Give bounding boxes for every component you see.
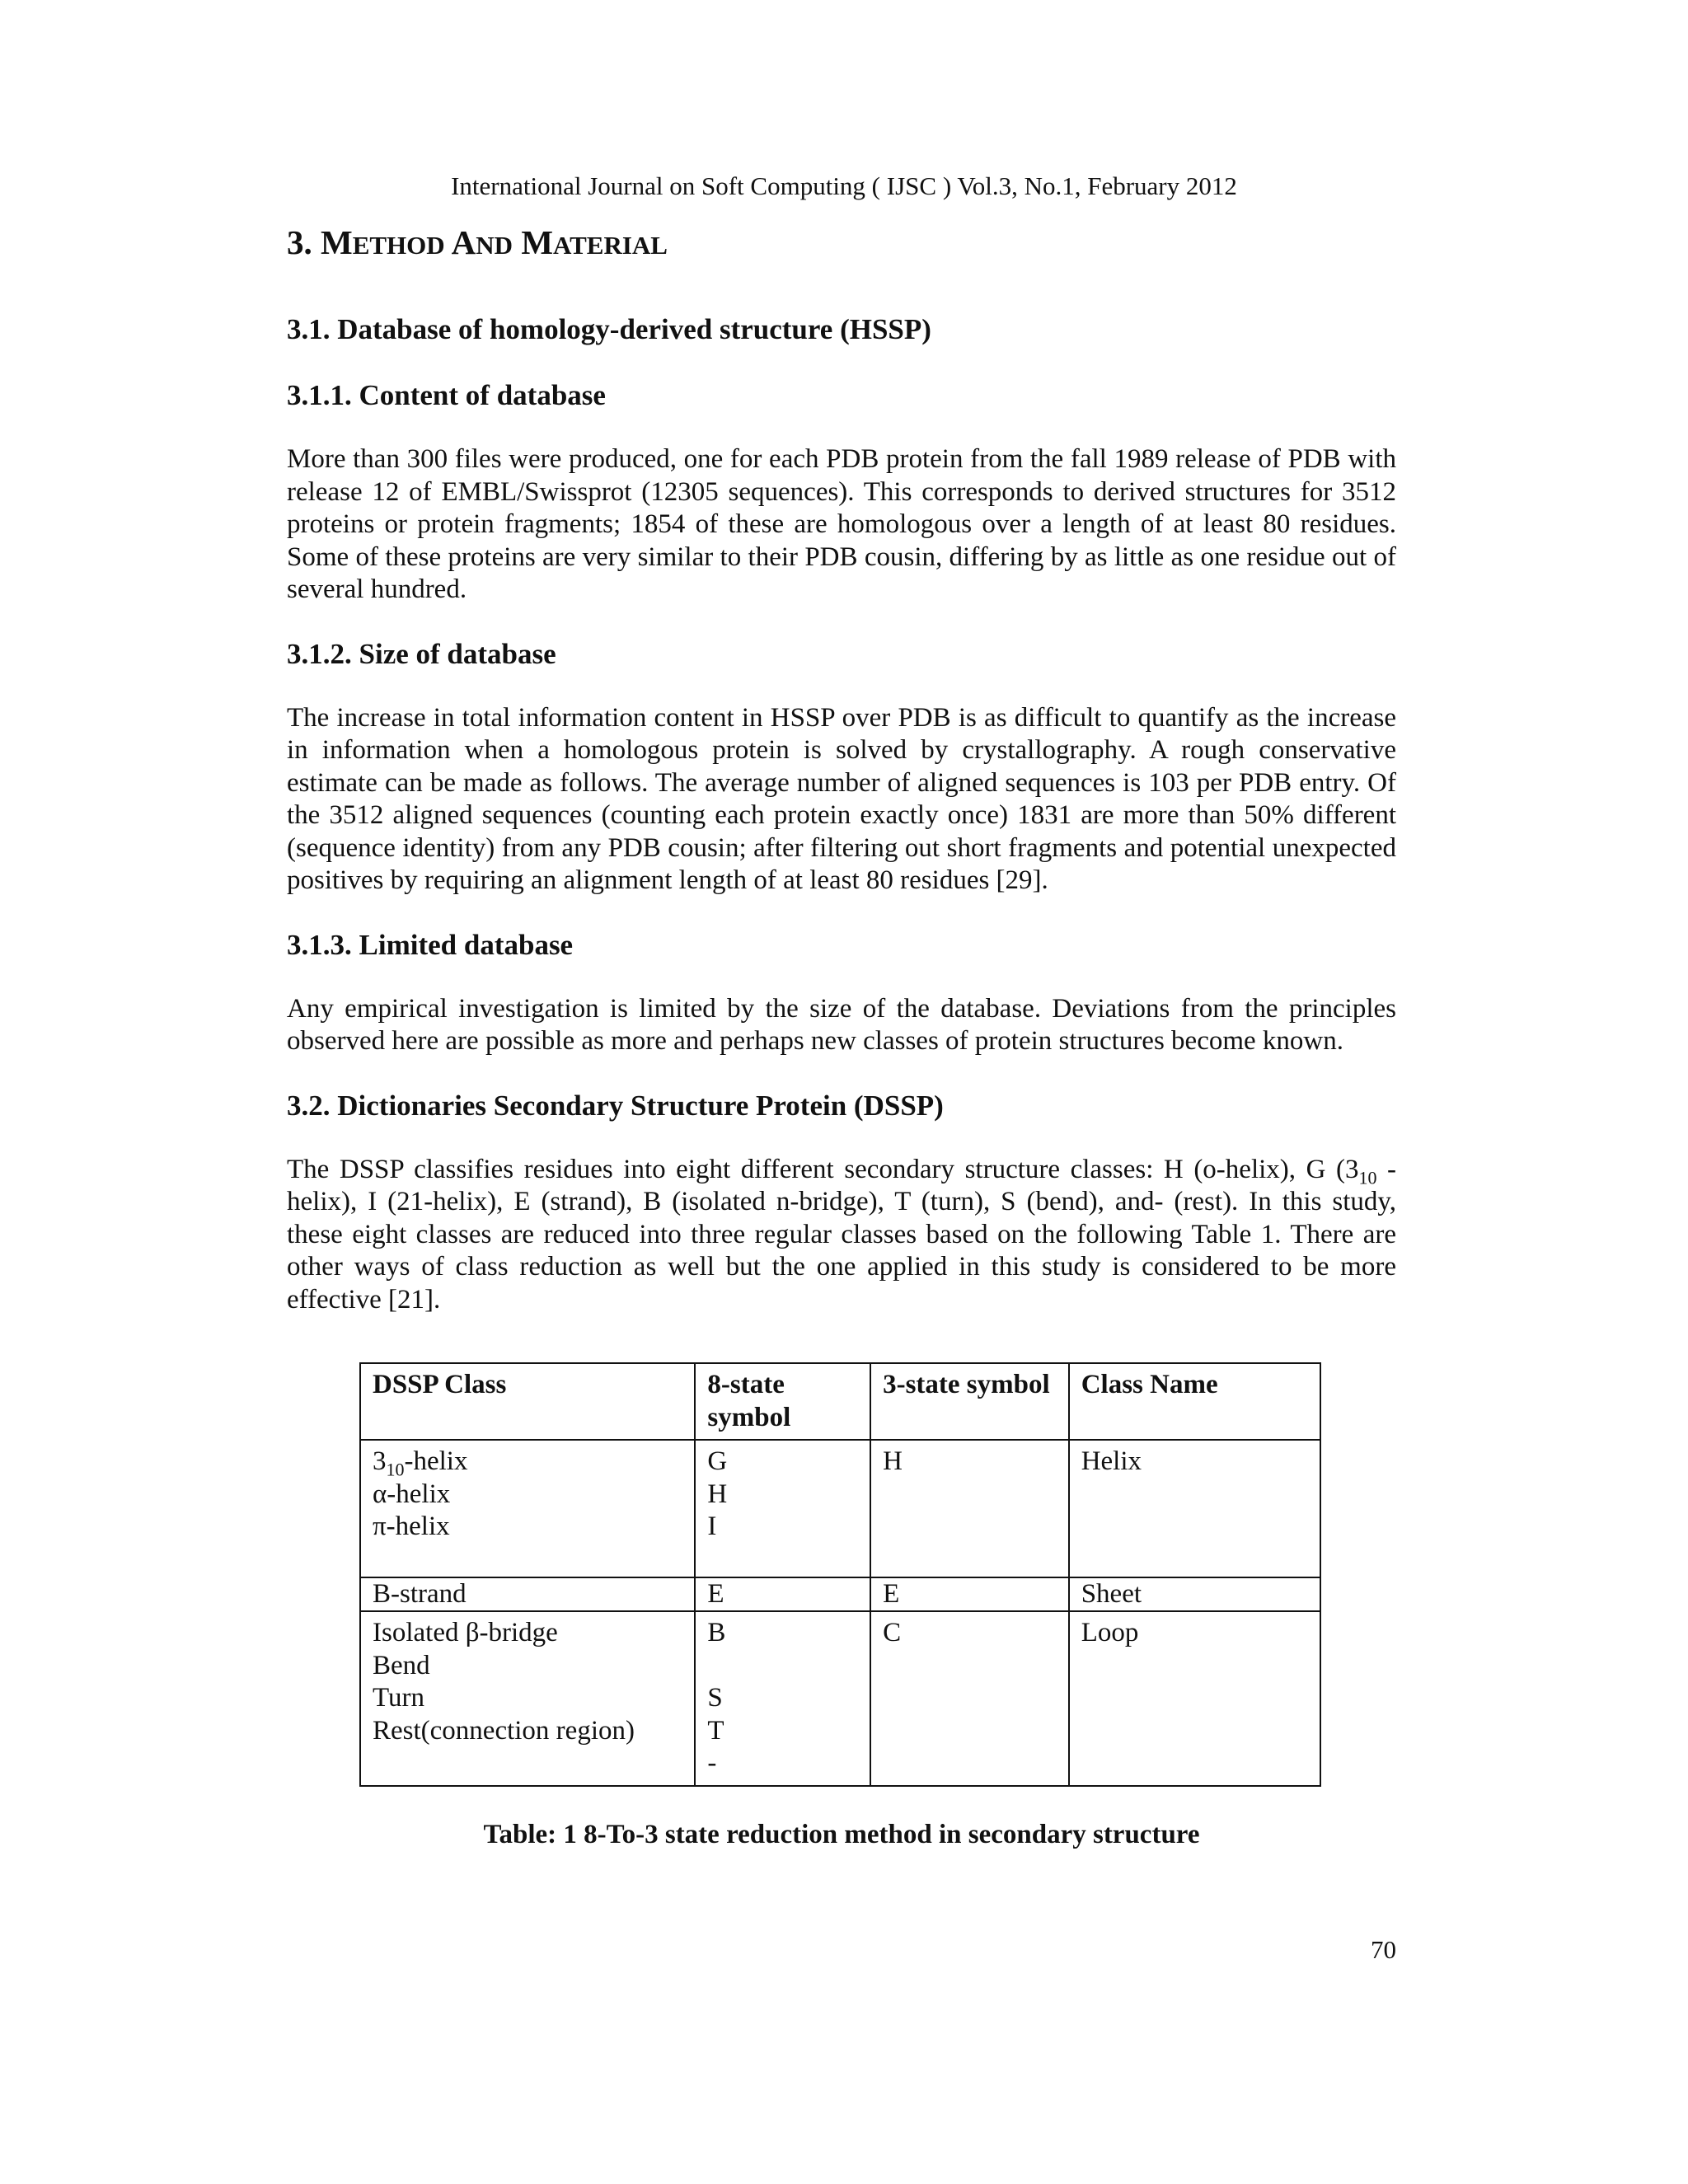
section-heading <box>287 221 1396 267</box>
cell-sheet-name: Sheet <box>1069 1577 1320 1612</box>
section-title-rest-1: ETHOD <box>352 231 445 260</box>
cell-helix-symbol3: H <box>870 1440 1069 1577</box>
dssp-text-sub: 10 <box>1358 1167 1377 1188</box>
class-3-10-sub: 10 <box>386 1459 405 1480</box>
symbol8-dash: - <box>707 1748 717 1778</box>
table-row-sheet <box>360 1577 1320 1612</box>
section-title-cap-3: M <box>521 223 554 261</box>
cell-loop-symbols8 <box>695 1611 870 1786</box>
dssp-text-pre: The DSSP classifies residues into eight different secondary structure classes: H (o-helix), G (3 <box>287 1154 1359 1184</box>
paragraph-limited-database: Any empirical investigation is limited by the size of the database. Deviations from the principles observed here are possible as more and perhaps new classes of protein structures become known. <box>287 993 1396 1056</box>
cell-helix-symbols8 <box>695 1440 870 1577</box>
table-row-loop <box>360 1611 1320 1786</box>
subsection-heading-3-1-1: 3.1.1. Content of database <box>287 379 606 411</box>
subsection-heading-3-1-3: 3.1.3. Limited database <box>287 928 574 961</box>
running-header: International Journal on Soft Computing ( IJSC ) Vol.3, No.1, February 2012 <box>451 171 1237 200</box>
class-pi-helix: π-helix <box>373 1511 450 1541</box>
state-reduction-table <box>359 1362 1321 1787</box>
cell-helix-name: Helix <box>1069 1440 1320 1577</box>
class-3-10-rest: -helix <box>404 1446 468 1476</box>
cell-loop-symbol3: C <box>870 1611 1069 1786</box>
class-isolated-beta-bridge: Isolated β-bridge <box>373 1618 558 1647</box>
cell-helix-classes <box>360 1440 695 1577</box>
symbol8-s: S <box>707 1683 723 1713</box>
page-number: 70 <box>1371 1935 1396 1964</box>
symbol8-g: G <box>707 1446 728 1476</box>
cell-sheet-symbol8: E <box>695 1577 870 1612</box>
header-8-state-symbol: 8-state symbol <box>695 1363 870 1440</box>
class-turn: Turn <box>373 1683 424 1713</box>
table-header-row <box>360 1363 1320 1440</box>
paragraph-content-of-database: More than 300 files were produced, one for each PDB protein from the fall 1989 release of PDB with release 12 of EMBL/Swissprot (12305 sequences). This corresponds to derived structures for 3512 proteins or protein fragments; 1854 of these are homologous over a length of at least 80 residues. Some of these proteins are very similar to their PDB cousin, differing by as little as one residue out of several hundred. <box>287 444 1396 604</box>
header-class-name: Class Name <box>1069 1363 1320 1440</box>
table-row-helix <box>360 1440 1320 1577</box>
symbol8-i: I <box>707 1511 717 1541</box>
class-bend: Bend <box>373 1650 430 1680</box>
table-caption: Table: 1 8-To-3 state reduction method in secondary structure <box>483 1819 1200 1849</box>
dssp-text-post: - helix), I (21-helix), E (strand), B (isolated n-bridge), T (turn), S (bend), and- (rest). In this study, these eight classes are reduced into three regular classes based on the following Table 1. There are other ways of class reduction as well but the one applied in this study is considered to be more effective [21]. <box>287 1154 1396 1315</box>
subsection-heading-3-1: 3.1. Database of homology-derived structure (HSSP) <box>287 313 931 345</box>
symbol8-b: B <box>707 1618 726 1647</box>
subsection-heading-3-2: 3.2. Dictionaries Secondary Structure Protein (DSSP) <box>287 1089 944 1122</box>
subsection-heading-3-1-2: 3.1.2. Size of database <box>287 637 556 670</box>
class-rest: Rest(connection region) <box>373 1715 635 1746</box>
header-dssp-class: DSSP Class <box>360 1363 695 1440</box>
cell-sheet-symbol3: E <box>870 1577 1069 1612</box>
symbol8-h: H <box>707 1479 728 1509</box>
section-number: 3. <box>287 223 312 261</box>
symbol8-blank <box>707 1650 858 1683</box>
symbol8-t: T <box>707 1715 724 1746</box>
section-title-rest-3: ATERIAL <box>553 231 668 260</box>
section-title-cap-2: A <box>451 223 476 261</box>
page-content <box>287 221 1396 1850</box>
paragraph-size-of-database: The increase in total information content in HSSP over PDB is as difficult to quantify as the increase in information when a homologous protein is solved by crystallography. A rough conservative estimate can be made as follows. The average number of aligned sequences is 103 per PDB entry. Of the 3512 aligned sequences (counting each protein exactly once) 1831 are more than 50% different (sequence identity) from any PDB cousin; after filtering out short fragments and potential unexpected positives by requiring an alignment length of at least 80 residues [29]. <box>287 702 1396 895</box>
paragraph-dssp <box>287 1154 1396 1317</box>
class-3-10-base: 3 <box>373 1446 387 1476</box>
cell-loop-classes <box>360 1611 695 1786</box>
cell-loop-name: Loop <box>1069 1611 1320 1786</box>
class-3-10-helix <box>373 1446 682 1479</box>
section-title-rest-2: ND <box>476 231 513 260</box>
cell-sheet-class: B-strand <box>360 1577 695 1612</box>
class-alpha-helix: α-helix <box>373 1479 451 1509</box>
section-title-cap-1: M <box>321 223 353 261</box>
header-3-state-symbol: 3-state symbol <box>870 1363 1069 1440</box>
